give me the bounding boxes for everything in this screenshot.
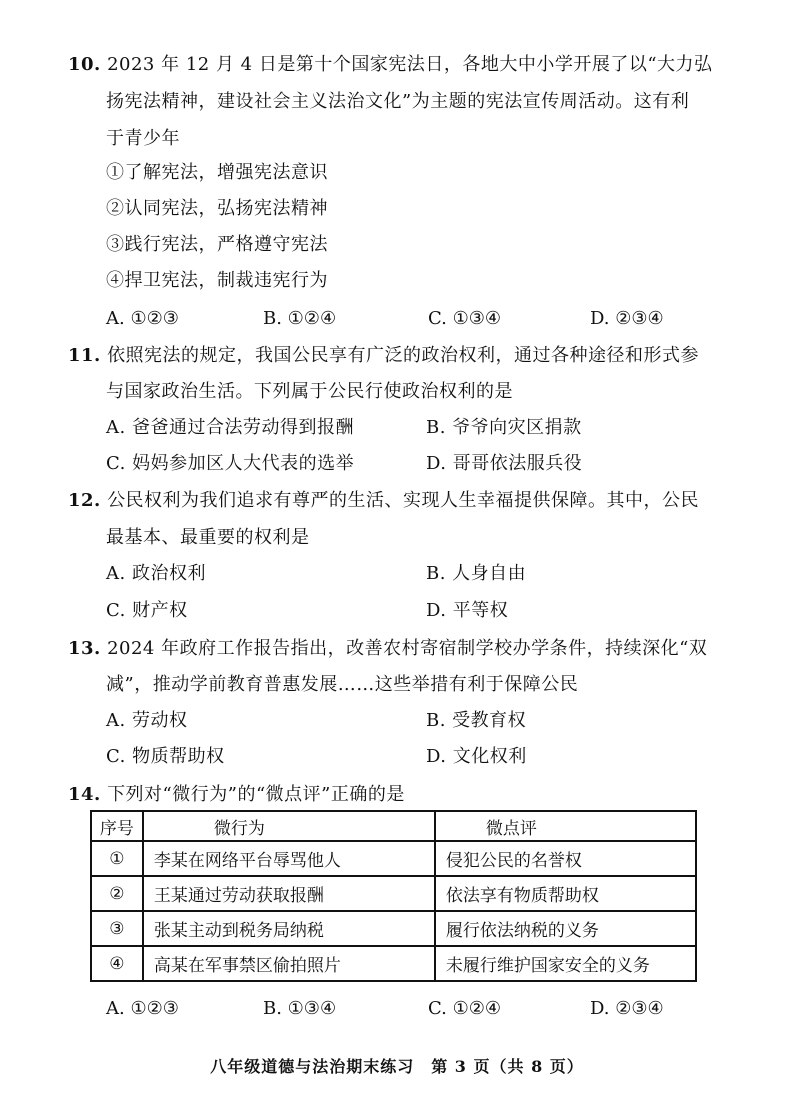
question-14-option-b[interactable]: B. ①③④ <box>263 998 337 1019</box>
row-serial: ④ <box>91 946 143 981</box>
question-13-option-b[interactable]: B. 受教育权 <box>426 710 527 731</box>
row-behavior: 王某通过劳动获取报酬 <box>143 876 435 911</box>
question-text: 依照宪法的规定，我国公民享有广泛的政治权利，通过各种途径和形式参 <box>107 345 700 366</box>
question-number: 11. <box>68 345 101 366</box>
question-text: 公民权利为我们追求有尊严的生活、实现人生幸福提供保障。其中，公民 <box>107 490 700 511</box>
row-behavior: 李某在网络平台辱骂他人 <box>143 841 435 876</box>
table-row <box>91 841 696 876</box>
question-text: 2024 年政府工作报告指出，改善农村寄宿制学校办学条件，持续深化“双 <box>107 638 708 659</box>
row-comment: 依法享有物质帮助权 <box>435 876 696 911</box>
question-12-option-c[interactable]: C. 财产权 <box>106 600 188 621</box>
question-13-option-a[interactable]: A. 劳动权 <box>106 710 188 731</box>
question-14-line-1 <box>68 782 405 808</box>
table-row <box>91 911 696 946</box>
table-row <box>91 876 696 911</box>
question-10-item-2: ②认同宪法，弘扬宪法精神 <box>106 198 328 219</box>
behavior-evaluation-table <box>90 810 697 982</box>
question-14-option-d[interactable]: D. ②③④ <box>590 998 664 1019</box>
header-comment: 微点评 <box>435 811 696 841</box>
header-behavior: 微行为 <box>143 811 435 841</box>
question-number: 14. <box>68 784 101 805</box>
row-comment: 未履行维护国家安全的义务 <box>435 946 696 981</box>
question-number: 10. <box>68 54 101 75</box>
question-10-line-1 <box>68 52 713 78</box>
question-10-line-2: 扬宪法精神，建设社会主义法治文化”为主题的宪法宣传周活动。这有利 <box>106 91 690 112</box>
row-comment: 履行依法纳税的义务 <box>435 911 696 946</box>
row-serial: ① <box>91 841 143 876</box>
question-number: 13. <box>68 638 101 659</box>
question-text: 2023 年 12 月 4 日是第十个国家宪法日，各地大中小学开展了以“大力弘 <box>107 54 713 75</box>
question-10-option-a[interactable]: A. ①②③ <box>106 308 179 329</box>
header-serial: 序号 <box>91 811 143 841</box>
table-row <box>91 946 696 981</box>
table-header-row <box>91 811 696 841</box>
row-comment: 侵犯公民的名誉权 <box>435 841 696 876</box>
question-11-option-a[interactable]: A. 爸爸通过合法劳动得到报酬 <box>106 417 354 438</box>
question-11-option-b[interactable]: B. 爷爷向灾区捐款 <box>426 417 582 438</box>
question-10-item-1: ①了解宪法，增强宪法意识 <box>106 162 328 183</box>
question-11-line-2: 与国家政治生活。下列属于公民行使政治权利的是 <box>106 381 513 402</box>
question-11-option-d[interactable]: D. 哥哥依法服兵役 <box>426 453 583 474</box>
question-13-line-2: 减”，推动学前教育普惠发展……这些举措有利于保障公民 <box>106 674 579 695</box>
question-12-line-1 <box>68 488 699 514</box>
question-10-item-4: ④捍卫宪法，制裁违宪行为 <box>106 270 328 291</box>
page-footer: 八年级道德与法治期末练习 第 3 页（共 8 页） <box>210 1057 584 1076</box>
question-14-option-a[interactable]: A. ①②③ <box>106 998 179 1019</box>
question-10-option-d[interactable]: D. ②③④ <box>590 308 664 329</box>
question-13-option-c[interactable]: C. 物质帮助权 <box>106 746 225 767</box>
row-serial: ③ <box>91 911 143 946</box>
question-text: 下列对“微行为”的“微点评”正确的是 <box>107 784 405 805</box>
question-10-item-3: ③践行宪法，严格遵守宪法 <box>106 234 328 255</box>
question-number: 12. <box>68 490 101 511</box>
question-12-option-b[interactable]: B. 人身自由 <box>426 563 527 584</box>
question-13-option-d[interactable]: D. 文化权利 <box>426 746 527 767</box>
question-14-option-c[interactable]: C. ①②④ <box>428 998 501 1019</box>
question-11-line-1 <box>68 343 699 369</box>
question-13-line-1 <box>68 636 707 662</box>
row-serial: ② <box>91 876 143 911</box>
question-10-option-b[interactable]: B. ①②④ <box>263 308 337 329</box>
question-12-line-2: 最基本、最重要的权利是 <box>106 527 310 548</box>
question-10-option-c[interactable]: C. ①③④ <box>428 308 501 329</box>
row-behavior: 张某主动到税务局纳税 <box>143 911 435 946</box>
question-12-option-a[interactable]: A. 政治权利 <box>106 563 206 584</box>
question-12-option-d[interactable]: D. 平等权 <box>426 600 509 621</box>
question-10-line-3: 于青少年 <box>106 128 180 149</box>
question-11-option-c[interactable]: C. 妈妈参加区人大代表的选举 <box>106 453 355 474</box>
row-behavior: 高某在军事禁区偷拍照片 <box>143 946 435 981</box>
